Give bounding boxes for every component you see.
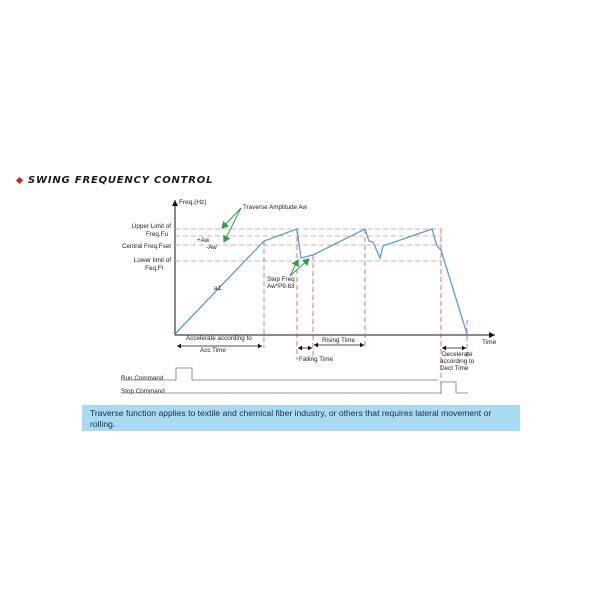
stop-command-signal [121, 382, 468, 393]
a1-label: a1 [214, 285, 222, 292]
plus-aw-label: +Aw [197, 237, 210, 244]
stop-command-label: Stop Command [121, 388, 165, 395]
accel-label-2: Acc Time [200, 347, 226, 354]
info-note: Traverse function applies to textile and chemical fiber industry, or others that requires lateral movement or rolling. [82, 405, 520, 431]
run-command-signal [121, 368, 438, 380]
rising-time-label: Rising Time [322, 337, 355, 344]
upper-limit-label-2: Freq.Fu [145, 231, 168, 238]
time-markers [264, 229, 467, 395]
traverse-amplitude-label: Traverse Amplitude Aw [243, 204, 308, 211]
title-text: SWING FREQUENCY CONTROL [28, 175, 214, 186]
upper-limit-label-1: Upper Limit of [131, 223, 171, 230]
traverse-arrow-icon-2 [224, 208, 241, 242]
accel-label-1: Accelerate according to [186, 335, 252, 342]
x-axis-label: Time [482, 339, 497, 346]
central-freq-label: Central Freq.Fset [122, 243, 171, 250]
falling-time-label: Falling Time [299, 356, 333, 363]
decel-label-2: according to [440, 358, 475, 365]
step-freq-label-1: Step Freq [267, 276, 295, 283]
step-freq-arrow-icon-2 [290, 259, 309, 276]
lower-limit-label-1: Lower limit of [133, 257, 171, 264]
traverse-arrow-icon-1 [222, 208, 241, 228]
minus-aw-label: -Aw [206, 244, 217, 251]
step-freq-label-2: Aw*P9.63 [267, 283, 295, 290]
decel-label-3: Dect Time [440, 365, 469, 372]
y-axis-label: Freq.(Hz) [179, 199, 207, 206]
decel-label-1: Decelerate [442, 351, 473, 358]
run-command-label: Run Command [121, 375, 164, 382]
lower-limit-label-2: Feq.Fl [145, 265, 163, 272]
